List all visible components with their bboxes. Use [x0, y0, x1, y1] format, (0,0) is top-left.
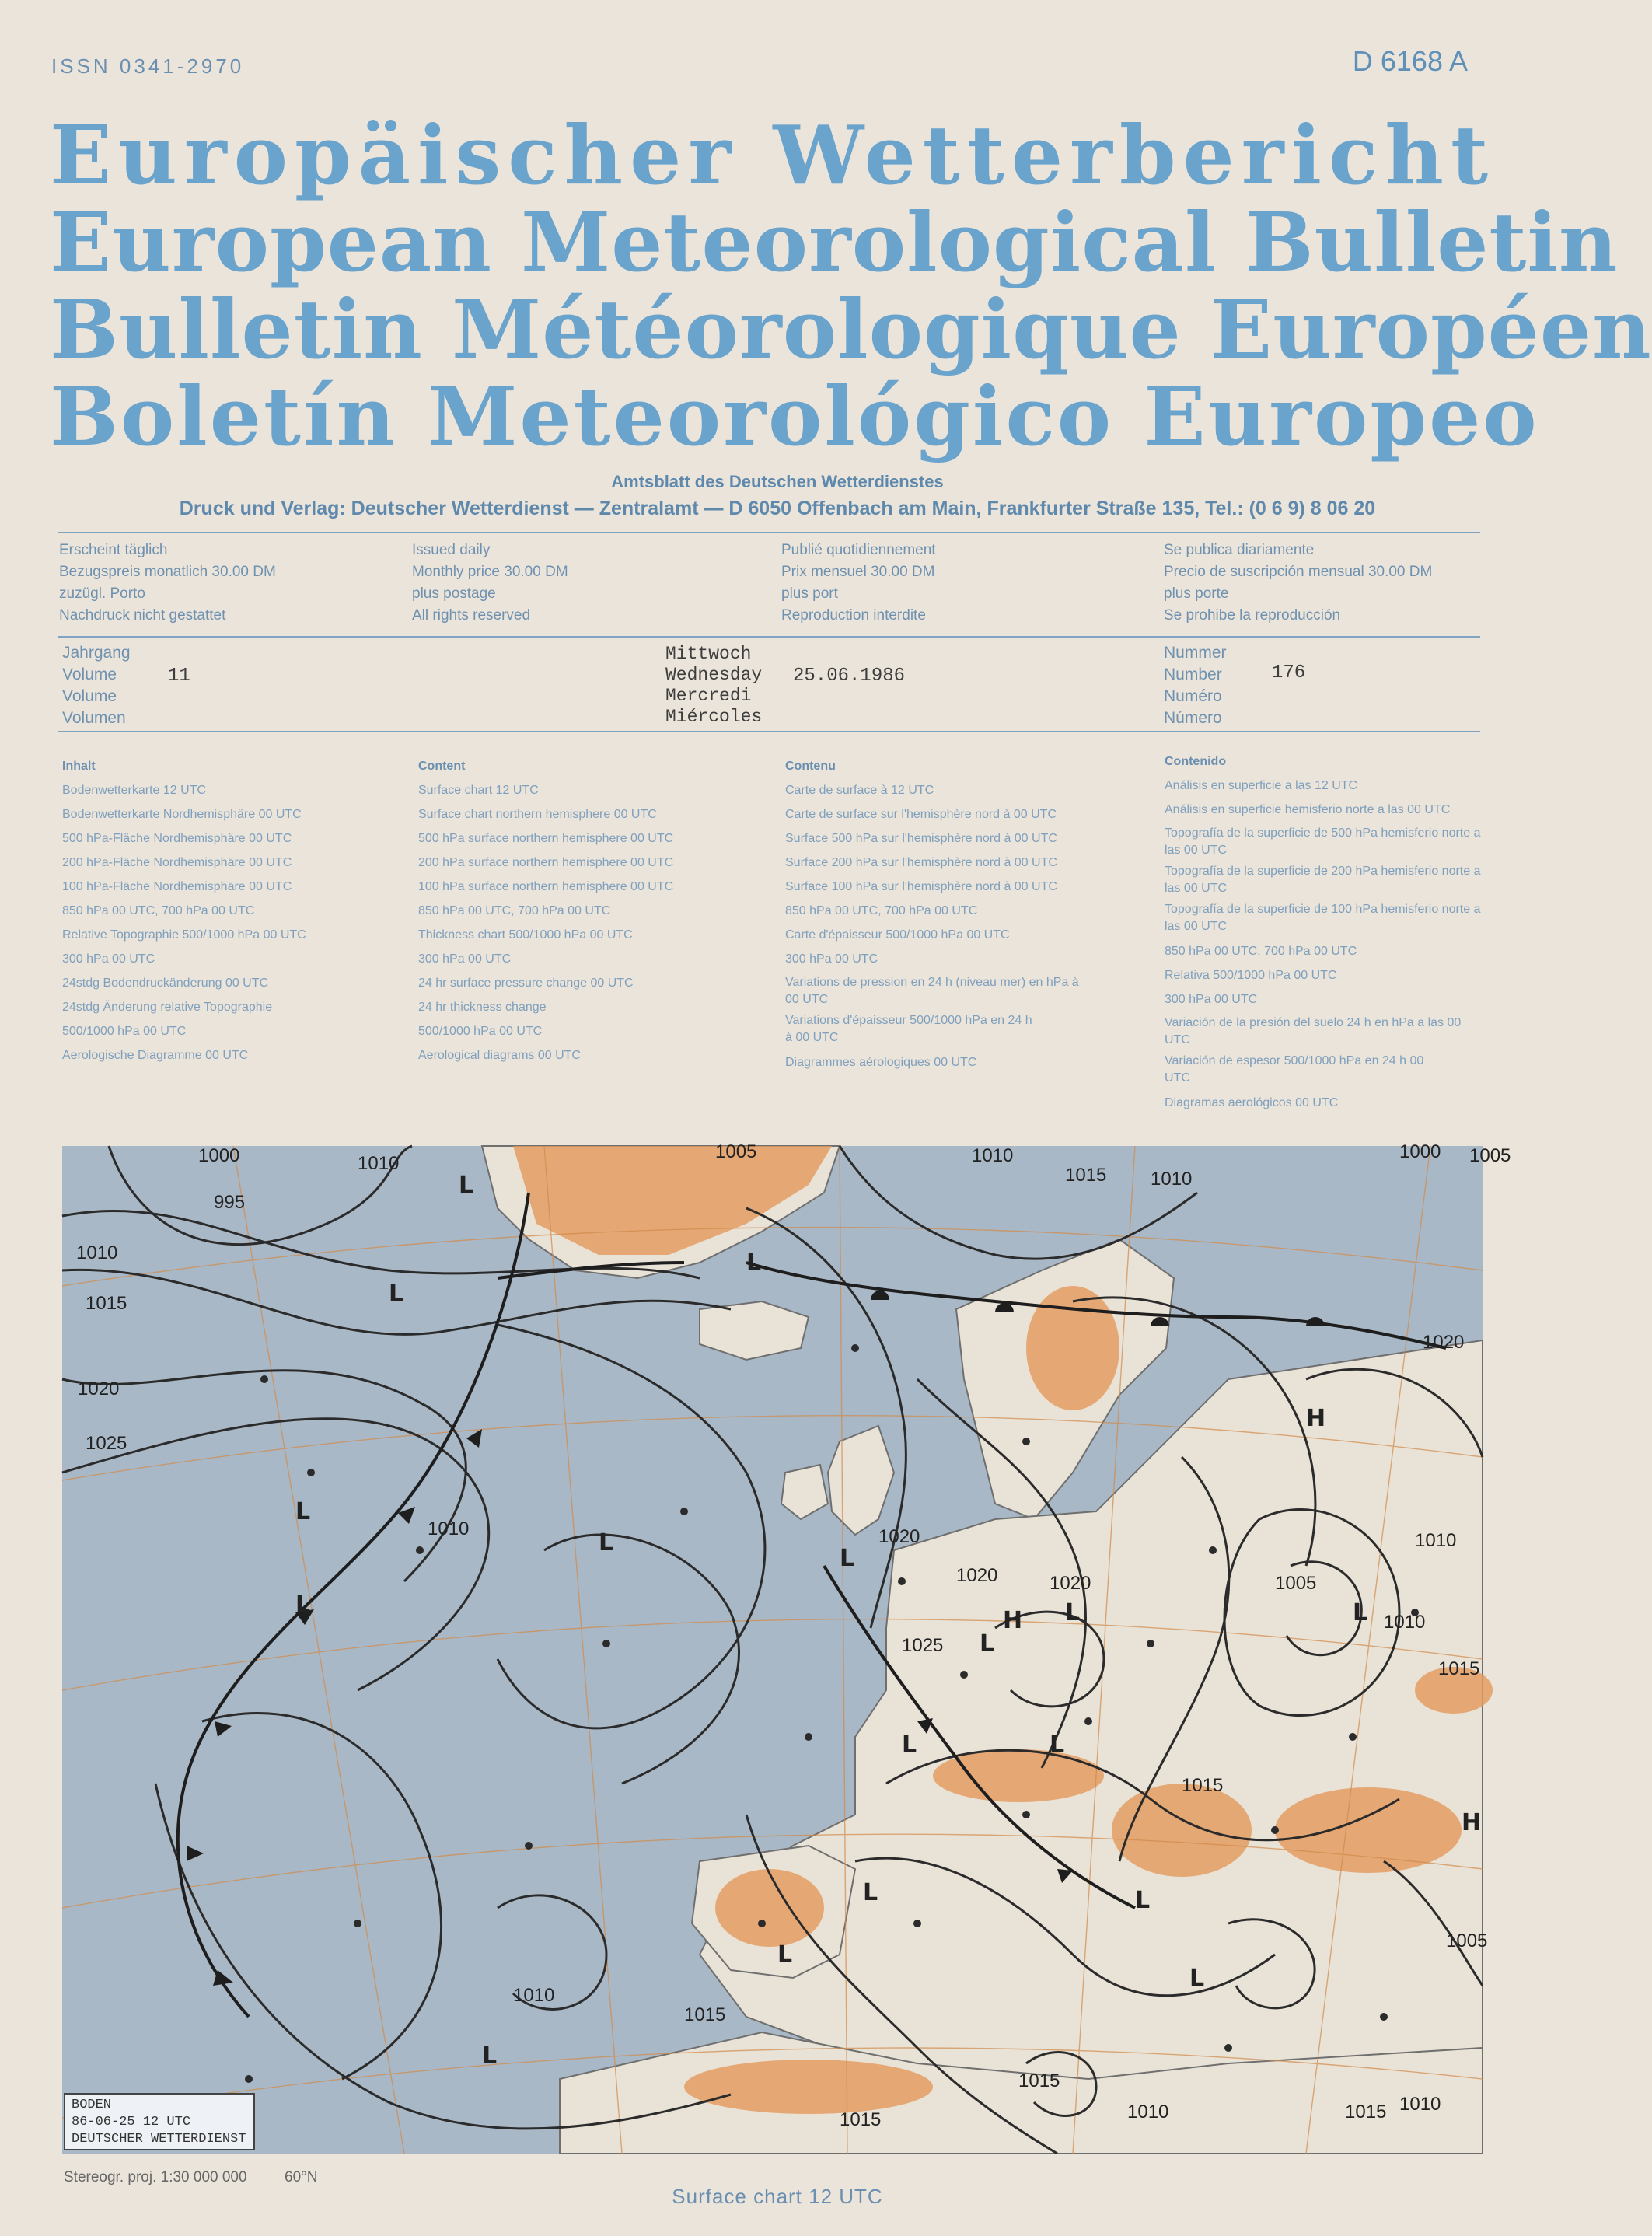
contents-de: Inhalt Bodenwetterkarte 12 UTC Bodenwetterkarte Nordhemisphäre 00 UTC 500 hPa-Fläche Nordhemisphäre 00 UTC 200 hPa-Fläche Nordhemisphäre 00 UTC 100 hPa-Fläche Nordhemisphäre 00 UTC 850 hPa 00 UTC, 700 hPa 00 UTC Relative Topographie 500/1000 hPa 00 UTC 300 hPa 00 UTC 24stdg Bodendruckänderung 00 UTC 24stdg Änderung relative Topographie 500/1000 hPa 00 UTC Aerologische Diagramme 00 UTC [62, 760, 306, 1062]
isobar-pressure-label: 1000 [1399, 1141, 1441, 1162]
low-pressure-center: L [746, 1249, 762, 1277]
isobar-pressure-label: 1015 [840, 2109, 882, 2130]
isobar-pressure-label: 1020 [78, 1378, 120, 1399]
low-pressure-center: L [599, 1529, 614, 1556]
low-pressure-center: L [389, 1280, 404, 1308]
volume-labels: Jahrgang Volume Volume Volumen [62, 644, 131, 727]
title-spanish: Boletín Meteorológico Europeo [50, 369, 1539, 464]
isobar-pressure-label: 1010 [1127, 2101, 1169, 2122]
contents-es: Contenido Análisis en superficie a las 12 UTC Análisis en superficie hemisferio norte a las 00 UTC Topografía de la superficie de 500 hPa hemisferio norte a las 00 UTC Topografía de la superficie de 200 hPa hemisferio norte a las 00 UTC Topografía de la superficie de 100 hPa hemisferio norte a las 00 UTC 850 hPa 00 UTC, 700 hPa 00 UTC Relativa 500/1000 hPa 00 UTC 300 hPa 00 UTC Variación de la presión del suelo 24 h en hPa a las 00 UTC Variación de espesor 500/1000 hPa en 24 h 00 UTC Diagramas aerológicos 00 UTC [1165, 755, 1481, 1109]
title-english: European Meteorological Bulletin [50, 194, 1619, 290]
low-pressure-center: L [1189, 1965, 1205, 1992]
low-pressure-center: L [295, 1591, 311, 1619]
isobar-pressure-label: 1015 [1065, 1165, 1107, 1186]
subscription-en: Issued daily Monthly price 30.00 DM plus postage All rights reserved [412, 542, 568, 624]
isobar-pressure-label: 1025 [86, 1433, 127, 1454]
isobar-pressure-label: 1010 [1151, 1169, 1193, 1190]
isobar-pressure-label: 1025 [902, 1635, 944, 1656]
publisher-line: Druck und Verlag: Deutscher Wetterdienst — Zentralamt — D 6050 Offenbach am Main, Frankfurter Straße 135, Tel.: (0 6 9) 8 06 20 [179, 498, 1376, 519]
isobar-pressure-label: 1015 [1018, 2070, 1060, 2091]
isobar-pressure-label: 1015 [684, 2004, 726, 2025]
low-pressure-center: L [1050, 1731, 1065, 1759]
low-pressure-center: L [1135, 1887, 1151, 1914]
isobar-pressure-label: 995 [214, 1192, 246, 1213]
title-french: Bulletin Météorologique Européen [50, 281, 1652, 377]
isobar-pressure-label: 1005 [1469, 1145, 1511, 1166]
isobar-pressure-label: 1010 [76, 1242, 118, 1263]
number-labels: Nummer Number Numéro Número [1164, 644, 1227, 727]
high-pressure-center: H [1462, 1809, 1482, 1836]
divider [58, 636, 1480, 638]
divider [58, 731, 1480, 732]
official-gazette-line: Amtsblatt des Deutschen Wetterdienstes [611, 472, 944, 491]
issue-date: 25.06.1986 [793, 666, 906, 687]
low-pressure-center: L [1065, 1599, 1081, 1626]
high-pressure-center: H [1306, 1405, 1326, 1432]
isobar-pressure-label: 1000 [198, 1145, 240, 1166]
isobar-pressure-label: 1010 [428, 1518, 470, 1539]
contents-fr: Contenu Carte de surface à 12 UTC Carte de surface sur l'hemisphère nord à 00 UTC Surface 500 hPa sur l'hemisphère nord à 00 UTC Surface 200 hPa sur l'hemisphère nord à 00 UTC Surface 100 hPa sur l'hemisphère nord à 00 UTC 850 hPa 00 UTC, 700 hPa 00 UTC Carte d'épaisseur 500/1000 hPa 00 UTC 300 hPa 00 UTC Variations de pression en 24 h (niveau mer) en hPa à 00 UTC Variations d'épaisseur 500/1000 hPa en 24 h à 00 UTC Diagrammes aérologiques 00 UTC [785, 760, 1079, 1069]
isobar-pressure-label: 1010 [358, 1153, 400, 1174]
weekday-labels: Mittwoch Wednesday Mercredi Miércoles [665, 644, 763, 727]
isobar-pressure-label: 1010 [1399, 2094, 1441, 2115]
divider [58, 532, 1480, 533]
latitude-note: 60°N [285, 2169, 318, 2185]
isobar-pressure-label: 1015 [86, 1293, 127, 1314]
low-pressure-center: L [777, 1941, 793, 1969]
map-caption: Surface chart 12 UTC [672, 2185, 883, 2208]
atlas-terrain [684, 2060, 933, 2114]
issue-number: 176 [1272, 662, 1306, 683]
isobar-pressure-label: 1015 [1182, 1775, 1224, 1796]
isobar-pressure-label: 1010 [513, 1985, 555, 2006]
isobar-pressure-label: 1010 [972, 1145, 1014, 1166]
isobar-pressure-label: 1020 [878, 1526, 920, 1547]
balkans-terrain [1112, 1784, 1252, 1877]
isobar-pressure-label: 1005 [1446, 1930, 1488, 1951]
surface-weather-map [62, 1141, 1511, 2154]
isobar-pressure-label: 1020 [1050, 1573, 1091, 1594]
title-german: Europäischer Wetterbericht [50, 107, 1495, 203]
isobar-pressure-label: 1010 [1415, 1530, 1457, 1551]
alps-terrain [933, 1749, 1104, 1802]
isobar-pressure-label: 1015 [1345, 2101, 1387, 2122]
subscription-es: Se publica diariamente Precio de suscripción mensual 30.00 DM plus porte Se prohibe la reproducción [1164, 542, 1433, 624]
projection-note: Stereogr. proj. 1:30 000 000 [64, 2169, 247, 2185]
volume-value: 11 [168, 666, 190, 687]
isobar-pressure-label: 1020 [956, 1565, 998, 1586]
chart-stamp: BODEN 86-06-25 12 UTC DEUTSCHER WETTERDIENST [64, 2093, 255, 2150]
low-pressure-center: L [295, 1498, 311, 1525]
low-pressure-center: L [459, 1172, 474, 1199]
low-pressure-center: L [482, 2042, 498, 2070]
isobar-pressure-label: 1005 [715, 1141, 757, 1162]
isobar-pressure-label: 1020 [1423, 1332, 1465, 1353]
low-pressure-center: L [980, 1630, 995, 1658]
low-pressure-center: L [863, 1879, 878, 1906]
subscription-de: Erscheint täglich Bezugspreis monatlich 30.00 DM zuzügl. Porto Nachdruck nicht gestattet [59, 542, 276, 624]
isobar-pressure-label: 1005 [1275, 1573, 1317, 1594]
turkey-terrain [1275, 1787, 1462, 1873]
low-pressure-center: L [902, 1731, 917, 1759]
low-pressure-center: L [1353, 1599, 1368, 1626]
isobar-pressure-label: 1015 [1438, 1658, 1480, 1679]
low-pressure-center: L [840, 1545, 855, 1572]
high-pressure-center: H [1003, 1607, 1023, 1634]
issn: ISSN 0341-2970 [51, 54, 245, 78]
isobar-pressure-label: 1010 [1384, 1612, 1426, 1633]
contents-en: Content Surface chart 12 UTC Surface chart northern hemisphere 00 UTC 500 hPa surface northern hemisphere 00 UTC 200 hPa surface northern hemisphere 00 UTC 100 hPa surface northern hemisphere 00 UTC 850 hPa 00 UTC, 700 hPa 00 UTC Thickness chart 500/1000 hPa 00 UTC 300 hPa 00 UTC 24 hr surface pressure change 00 UTC 24 hr thickness change 500/1000 hPa 00 UTC Aerological diagrams 00 UTC [418, 760, 674, 1062]
subscription-fr: Publié quotidiennement Prix mensuel 30.00 DM plus port Reproduction interdite [781, 542, 936, 624]
publication-code: D 6168 A [1352, 45, 1468, 77]
